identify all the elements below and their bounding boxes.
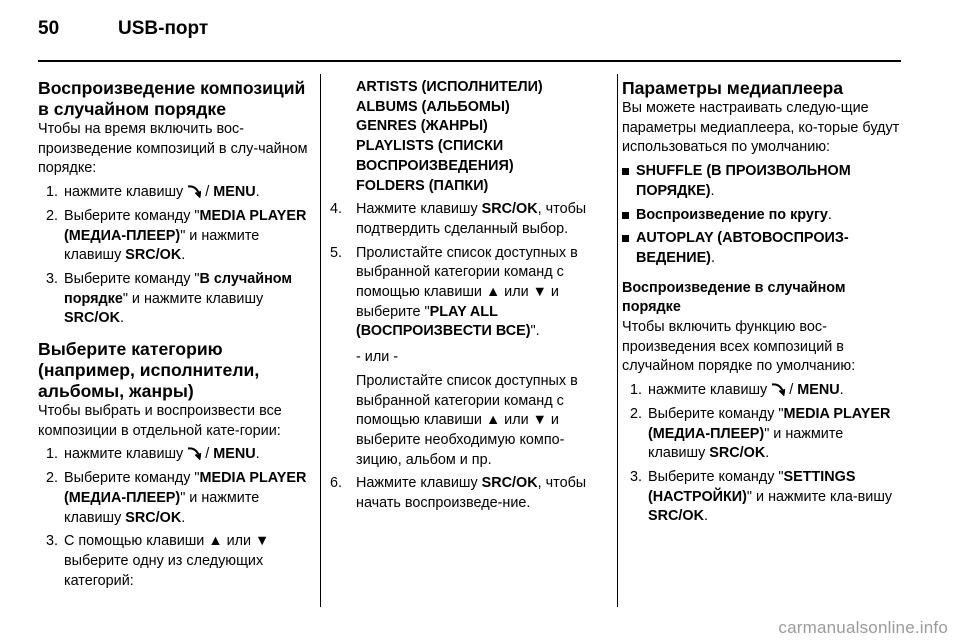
- step-1: 1. нажмите клавишу / MENU.: [630, 382, 844, 399]
- paragraph-shuffle-default: Чтобы включить функцию вос-произведения всех композиций в случайном порядке по умолчанию:: [622, 319, 856, 375]
- step-5: 5. Пролистайте список доступных в выбранной категории команд с помощью клавиши ▲ или ▼ и выберите "PLAY ALL (ВОСПРОИЗВЕСТИ ВСЕ)". - или - Пролистайте список доступных в выбранной категории команд с помощью клавиши ▲ или ▼ и выберите необходимую компо-зицию, альбом и пр.: [330, 244, 606, 471]
- watermark: carmanualsonline.info: [778, 618, 948, 637]
- heading-shuffle: Воспроизведение композиций в случайном порядке: [38, 78, 306, 119]
- steps-category: [38, 445, 310, 591]
- heading-media-settings: Параметры медиаплеера: [622, 78, 844, 98]
- category-item: GENRES (ЖАНРЫ): [356, 118, 488, 135]
- step-3: 3. Выберите команду "В случайном порядке" и нажмите клавишу SRC/OK.: [46, 270, 293, 327]
- column-2: [330, 78, 606, 514]
- back-arrow-icon: [771, 382, 785, 396]
- category-item: FOLDERS (ПАПКИ): [356, 177, 489, 194]
- paragraph-category-intro: Чтобы выбрать и воспроизвести все композиции в отдельной кате-гории:: [38, 403, 282, 439]
- category-item: ALBUMS (АЛЬБОМЫ): [356, 98, 510, 115]
- category-item: ARTISTS (ИСПОЛНИТЕЛИ): [356, 79, 543, 95]
- page-number: 50: [38, 18, 60, 39]
- steps-shuffle: [38, 183, 310, 329]
- header-rule: [38, 60, 901, 62]
- page-header: [38, 18, 209, 40]
- step-1: 1. нажмите клавишу / MENU.: [46, 184, 260, 201]
- step-2: 2. Выберите команду "MEDIA PLAYER (МЕДИА-ПЛЕЕР)" и нажмите клавишу SRC/OK.: [46, 207, 307, 264]
- or-separator: - или -: [356, 349, 399, 366]
- step-3: 3. С помощью клавиши ▲ или ▼ выберите одну из следующих категорий:: [46, 533, 270, 589]
- step-6: 6. Нажмите клавишу SRC/OK, чтобы начать воспроизведе-ние.: [330, 475, 587, 512]
- settings-item: AUTOPLAY (АВТОВОСПРОИЗ-ВЕДЕНИЕ).: [622, 229, 904, 268]
- heading-category: Выберите категорию (например, исполнители, альбомы, жанры): [38, 339, 260, 402]
- settings-list: [622, 162, 904, 269]
- settings-item: SHUFFLE (В ПРОИЗВОЛЬНОМ ПОРЯДКЕ).: [622, 162, 904, 201]
- step-3: 3. Выберите команду "SETTINGS (НАСТРОЙКИ)" и нажмите кла-вишу SRC/OK.: [630, 468, 893, 525]
- back-arrow-icon: [187, 184, 201, 198]
- subheading-shuffle-default: Воспроизведение в случайном порядке: [622, 279, 846, 316]
- step-1: 1. нажмите клавишу / MENU.: [46, 446, 260, 463]
- step-2: 2. Выберите команду "MEDIA PLAYER (МЕДИА-ПЛЕЕР)" и нажмите клавишу SRC/OK.: [630, 405, 891, 462]
- settings-item: Воспроизведение по кругу.: [622, 206, 904, 226]
- step-4: 4. Нажмите клавишу SRC/OK, чтобы подтвердить сделанный выбор.: [330, 201, 587, 237]
- category-list: [330, 78, 606, 196]
- paragraph-settings-intro: Вы можете настраивать следую-щие параметры медиаплеера, ко-торые будут использоваться по умолчанию:: [622, 100, 900, 156]
- section-title: USB-порт: [118, 18, 209, 39]
- column-divider-2: [617, 74, 618, 607]
- steps-continued: [330, 200, 606, 514]
- column-divider-1: [320, 74, 321, 607]
- square-bullet-icon: [622, 212, 629, 219]
- category-item: PLAYLISTS (СПИСКИ ВОСПРОИЗВЕДЕНИЯ): [356, 138, 514, 174]
- steps-shuffle-default: [622, 381, 904, 527]
- step-2: 2. Выберите команду "MEDIA PLAYER (МЕДИА-ПЛЕЕР)" и нажмите клавишу SRC/OK.: [46, 470, 307, 526]
- alternative-text: Пролистайте список доступных в выбранной категории команд с помощью клавиши ▲ или ▼ и выберите необходимую компо-зицию, альбом и пр.: [356, 372, 578, 468]
- column-3: [622, 78, 904, 527]
- square-bullet-icon: [622, 168, 629, 175]
- back-arrow-icon: [187, 446, 201, 460]
- paragraph-shuffle-intro: Чтобы на время включить вос-произведение композиций в слу-чайном порядке:: [38, 121, 308, 177]
- column-1: [38, 78, 310, 591]
- square-bullet-icon: [622, 235, 629, 242]
